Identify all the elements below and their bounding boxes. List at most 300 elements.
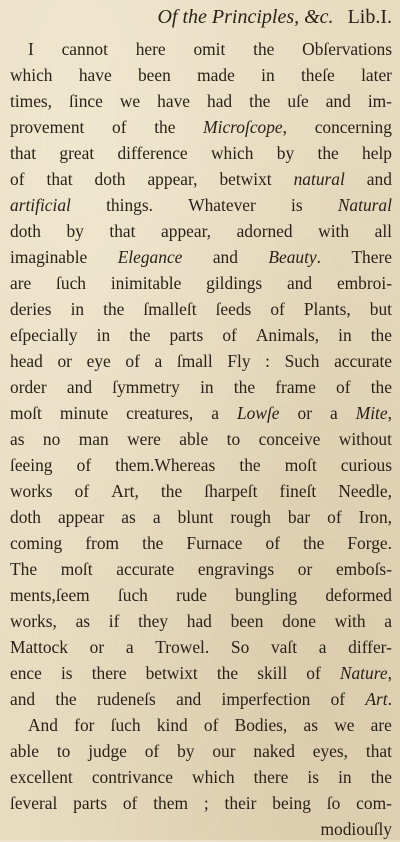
word	[203, 114, 287, 140]
word	[212, 738, 235, 764]
text-segment: uſe	[287, 91, 309, 111]
text-segment: .	[316, 247, 322, 267]
text-segment: is	[307, 767, 320, 787]
word	[326, 88, 351, 114]
text-segment: Art,	[111, 481, 139, 501]
word	[10, 400, 42, 426]
text-segment: there	[253, 767, 289, 787]
word	[338, 478, 392, 504]
word	[10, 790, 57, 816]
word	[143, 296, 196, 322]
text-line	[10, 166, 392, 192]
word	[298, 556, 313, 582]
word	[59, 140, 94, 166]
word	[157, 712, 188, 738]
text-segment: bar	[287, 507, 311, 527]
text-segment: in	[338, 767, 352, 787]
word	[71, 296, 85, 322]
text-segment: with	[318, 221, 350, 241]
word	[204, 790, 209, 816]
word	[227, 348, 250, 374]
word	[217, 660, 238, 686]
text-segment: our	[212, 741, 236, 761]
text-segment: emboſs-	[335, 559, 392, 579]
word	[10, 296, 52, 322]
word	[69, 88, 103, 114]
word	[230, 504, 271, 530]
text-segment: ſince	[69, 91, 103, 111]
text-segment: are	[10, 273, 32, 293]
text-segment: a	[125, 637, 134, 657]
text-segment: but	[369, 299, 392, 319]
word	[10, 244, 87, 270]
word	[10, 660, 42, 686]
word	[111, 478, 139, 504]
text-segment: and	[176, 689, 202, 709]
word	[10, 530, 62, 556]
word	[259, 426, 321, 452]
text-segment: and	[287, 273, 313, 293]
text-segment: or	[297, 403, 312, 423]
text-segment: a	[384, 611, 392, 631]
word	[213, 244, 238, 270]
text-segment: blunt	[177, 507, 214, 527]
text-segment: the	[103, 299, 125, 319]
word	[10, 608, 57, 634]
text-segment: coming	[10, 533, 63, 553]
word	[88, 738, 127, 764]
text-line	[10, 322, 392, 348]
text-segment: able	[10, 741, 39, 761]
word	[204, 712, 219, 738]
text-segment: ſuch	[117, 585, 148, 605]
word	[129, 322, 150, 348]
text-segment: deformed	[325, 585, 392, 605]
text-segment: the	[233, 377, 256, 397]
text-segment: by	[66, 221, 84, 241]
word	[298, 400, 313, 426]
text-segment: modiouſly	[320, 819, 392, 839]
text-segment: in	[96, 325, 111, 345]
text-segment: the	[129, 325, 151, 345]
word	[157, 88, 190, 114]
word	[10, 764, 73, 790]
word	[10, 348, 43, 374]
text-segment: of	[265, 533, 280, 553]
text-segment: the	[253, 39, 275, 59]
text-segment: or	[89, 637, 105, 657]
text-line	[10, 270, 392, 296]
text-segment: of	[327, 507, 342, 527]
text-line	[10, 192, 392, 218]
text-segment: ſuch	[110, 715, 141, 735]
text-segment: man	[78, 429, 109, 449]
text-segment: skill	[257, 663, 288, 683]
word	[123, 790, 138, 816]
text-segment: provement	[10, 117, 85, 137]
text-segment: times,	[10, 91, 53, 111]
word	[103, 296, 124, 322]
text-segment: and	[212, 247, 238, 267]
text-line	[10, 608, 392, 634]
text-segment: of	[76, 455, 92, 475]
word	[75, 478, 90, 504]
word	[219, 166, 271, 192]
text-segment: ſmalleſt	[143, 299, 197, 319]
text-segment: .	[387, 689, 392, 709]
word	[43, 426, 60, 452]
word	[155, 348, 163, 374]
text-segment: ,	[387, 403, 392, 423]
word	[211, 140, 254, 166]
word	[112, 114, 127, 140]
text-segment: made	[197, 65, 235, 85]
word	[227, 426, 241, 452]
word	[302, 36, 392, 62]
word	[265, 348, 270, 374]
italic-word: Elegance	[117, 247, 183, 267]
text-segment: in	[70, 299, 85, 319]
text-segment: and	[10, 689, 36, 709]
text-segment: Needle,	[338, 481, 392, 501]
text-segment: with	[334, 611, 366, 631]
text-segment: have	[78, 65, 112, 85]
word	[138, 608, 168, 634]
word	[10, 114, 84, 140]
word	[362, 140, 392, 166]
word	[10, 634, 68, 660]
word	[176, 582, 207, 608]
word	[10, 166, 25, 192]
word	[109, 608, 120, 634]
word	[222, 322, 237, 348]
word	[10, 426, 25, 452]
text-segment: that	[46, 169, 73, 189]
text-segment: or	[57, 351, 72, 371]
text-segment: Iron,	[358, 507, 392, 527]
italic-word: artificial	[10, 195, 71, 215]
word	[10, 478, 53, 504]
word	[153, 790, 188, 816]
text-segment: parts	[73, 793, 107, 813]
text-segment: vaſt	[270, 637, 298, 657]
text-segment: of	[112, 117, 127, 137]
word	[307, 764, 319, 790]
text-segment: had	[186, 611, 212, 631]
word	[57, 348, 72, 374]
word	[268, 244, 321, 270]
word	[231, 634, 249, 660]
italic-word: Mite	[355, 403, 388, 423]
word	[330, 400, 338, 426]
text-line	[10, 582, 392, 608]
word	[10, 322, 78, 348]
italic-word: Nature	[339, 663, 388, 683]
text-segment: are	[370, 715, 392, 735]
text-segment: from	[85, 533, 120, 553]
text-segment: deries	[10, 299, 52, 319]
text-segment: that	[365, 741, 392, 761]
text-segment: appear,	[161, 221, 212, 241]
text-segment: :	[265, 351, 270, 371]
text-segment: of	[74, 481, 90, 501]
word	[147, 166, 197, 192]
word	[306, 660, 321, 686]
text-segment: Fly	[227, 351, 251, 371]
word	[204, 478, 257, 504]
word	[87, 348, 111, 374]
text-segment: and	[325, 91, 351, 111]
word	[288, 504, 310, 530]
word	[237, 218, 293, 244]
text-segment: without	[338, 429, 392, 449]
text-segment: a	[211, 403, 219, 423]
text-segment: which	[210, 143, 254, 163]
word	[338, 764, 352, 790]
text-segment: curious	[340, 455, 392, 475]
word	[61, 660, 73, 686]
word	[10, 452, 53, 478]
text-segment: is	[60, 663, 73, 683]
text-segment: ſeeds	[215, 299, 252, 319]
text-segment: im-	[367, 91, 392, 111]
text-segment: that	[10, 143, 37, 163]
text-segment: difference	[117, 143, 188, 163]
word	[257, 660, 287, 686]
text-segment: the	[249, 91, 271, 111]
word	[359, 504, 392, 530]
word	[303, 712, 318, 738]
word	[334, 712, 354, 738]
text-line	[10, 790, 392, 816]
text-line	[10, 556, 392, 582]
text-segment: as	[10, 429, 25, 449]
word	[256, 322, 319, 348]
word	[200, 374, 214, 400]
text-segment: creatures,	[126, 403, 194, 423]
italic-word: Lowſe	[236, 403, 280, 423]
text-segment: which	[192, 767, 235, 787]
text-segment: by	[177, 741, 195, 761]
text-line	[10, 816, 392, 842]
word	[10, 218, 41, 244]
text-segment: the	[142, 533, 164, 553]
word	[287, 270, 312, 296]
word	[118, 582, 148, 608]
text-line	[10, 348, 392, 374]
text-segment: appear	[57, 507, 105, 527]
word	[280, 478, 317, 504]
text-segment: is	[291, 195, 303, 215]
word	[261, 62, 275, 88]
word	[66, 218, 83, 244]
text-segment: a	[152, 507, 161, 527]
text-segment: or	[297, 559, 313, 579]
text-line	[10, 62, 392, 88]
word	[176, 686, 201, 712]
text-segment: adorned	[236, 221, 293, 241]
word	[365, 686, 392, 712]
text-segment: ſharpeſt	[204, 481, 258, 501]
text-segment: accurate	[334, 351, 392, 371]
text-segment: eyes,	[312, 741, 349, 761]
text-segment: all	[374, 221, 392, 241]
text-segment: in	[261, 65, 275, 85]
word	[77, 452, 92, 478]
word	[253, 738, 295, 764]
text-segment: betwixt	[145, 663, 198, 683]
running-head-title: Of the Principles, &c.	[157, 6, 334, 28]
text-segment: ;	[203, 793, 209, 813]
text-segment: gildings	[206, 273, 263, 293]
text-segment: they	[138, 611, 169, 631]
text-segment: conceive	[258, 429, 321, 449]
word	[291, 192, 303, 218]
text-segment: moſt	[10, 403, 42, 423]
word	[225, 790, 257, 816]
word	[10, 192, 71, 218]
word	[318, 218, 349, 244]
word	[192, 764, 235, 790]
text-segment: head	[10, 351, 43, 371]
text-segment: the	[317, 143, 339, 163]
text-segment: Bodies,	[234, 715, 288, 735]
text-segment: the	[370, 767, 392, 787]
word	[304, 296, 351, 322]
word	[336, 374, 351, 400]
word	[161, 218, 211, 244]
word	[146, 660, 198, 686]
text-segment: fineſt	[279, 481, 317, 501]
text-segment: moſt	[60, 559, 93, 579]
text-segment: com-	[356, 793, 392, 813]
text-segment: ſuch	[56, 273, 86, 293]
word	[56, 270, 86, 296]
word	[334, 348, 392, 374]
text-segment: naked	[253, 741, 295, 761]
word	[371, 712, 392, 738]
text-line	[10, 738, 392, 764]
text-segment: of	[125, 351, 140, 371]
text-line	[10, 36, 392, 62]
word	[73, 790, 107, 816]
text-segment: which	[10, 65, 53, 85]
text-segment: minute	[59, 403, 109, 423]
text-line	[10, 296, 392, 322]
word	[336, 556, 392, 582]
text-segment: concerning	[314, 117, 392, 137]
italic-word: natural	[293, 169, 345, 189]
word	[356, 790, 392, 816]
word	[10, 686, 35, 712]
word	[282, 608, 316, 634]
word	[177, 348, 213, 374]
word	[348, 634, 392, 660]
text-line	[10, 400, 392, 426]
text-segment: of	[270, 299, 285, 319]
word	[294, 166, 345, 192]
text-segment: Such	[284, 351, 320, 371]
word	[253, 36, 274, 62]
text-segment: we	[334, 715, 355, 735]
word	[153, 504, 161, 530]
text-segment: eye	[86, 351, 111, 371]
word	[95, 166, 126, 192]
word	[55, 686, 76, 712]
text-segment: The	[10, 559, 38, 579]
word	[161, 478, 182, 504]
text-segment: in	[200, 377, 214, 397]
text-segment: ments,ſeem	[10, 585, 90, 605]
text-segment: embroi-	[336, 273, 392, 293]
text-segment: that	[109, 221, 136, 241]
text-segment: works,	[10, 611, 57, 631]
text-segment: of	[203, 715, 219, 735]
text-segment: were	[127, 429, 161, 449]
word	[270, 296, 285, 322]
word	[177, 738, 194, 764]
word	[237, 400, 280, 426]
word	[10, 504, 41, 530]
text-segment: ence	[10, 663, 42, 683]
word	[338, 322, 352, 348]
word	[62, 36, 108, 62]
text-segment: later	[361, 65, 392, 85]
text-segment: works	[10, 481, 53, 501]
text-line	[10, 530, 392, 556]
word	[234, 374, 255, 400]
text-segment: ſeeing	[10, 455, 53, 475]
text-segment: Trowel.	[155, 637, 210, 657]
text-segment: betwixt	[219, 169, 272, 189]
text-segment: as	[121, 507, 136, 527]
word	[85, 530, 119, 556]
text-segment: contrivance	[91, 767, 173, 787]
text-segment: them.Whereas	[115, 455, 216, 475]
text-segment: of	[306, 663, 321, 683]
text-segment: ſo	[326, 793, 341, 813]
text-segment: judge	[88, 741, 127, 761]
text-line	[10, 478, 392, 504]
word	[221, 686, 310, 712]
text-line	[10, 660, 392, 686]
text-segment: theſe	[300, 65, 335, 85]
word	[367, 166, 392, 192]
word	[10, 62, 53, 88]
word	[361, 62, 392, 88]
word	[28, 712, 58, 738]
word	[193, 36, 225, 62]
word	[315, 114, 392, 140]
text-segment: able	[179, 429, 209, 449]
word	[285, 452, 317, 478]
word	[198, 556, 274, 582]
word	[57, 738, 71, 764]
word	[317, 140, 338, 166]
word	[366, 738, 392, 764]
word	[92, 660, 127, 686]
word	[145, 738, 160, 764]
text-line	[10, 634, 392, 660]
text-line	[10, 426, 392, 452]
word	[106, 192, 153, 218]
text-segment: and	[66, 377, 93, 397]
word	[375, 218, 392, 244]
word	[249, 88, 270, 114]
text-segment: a	[329, 403, 338, 423]
word	[126, 634, 134, 660]
text-segment: have	[157, 91, 190, 111]
